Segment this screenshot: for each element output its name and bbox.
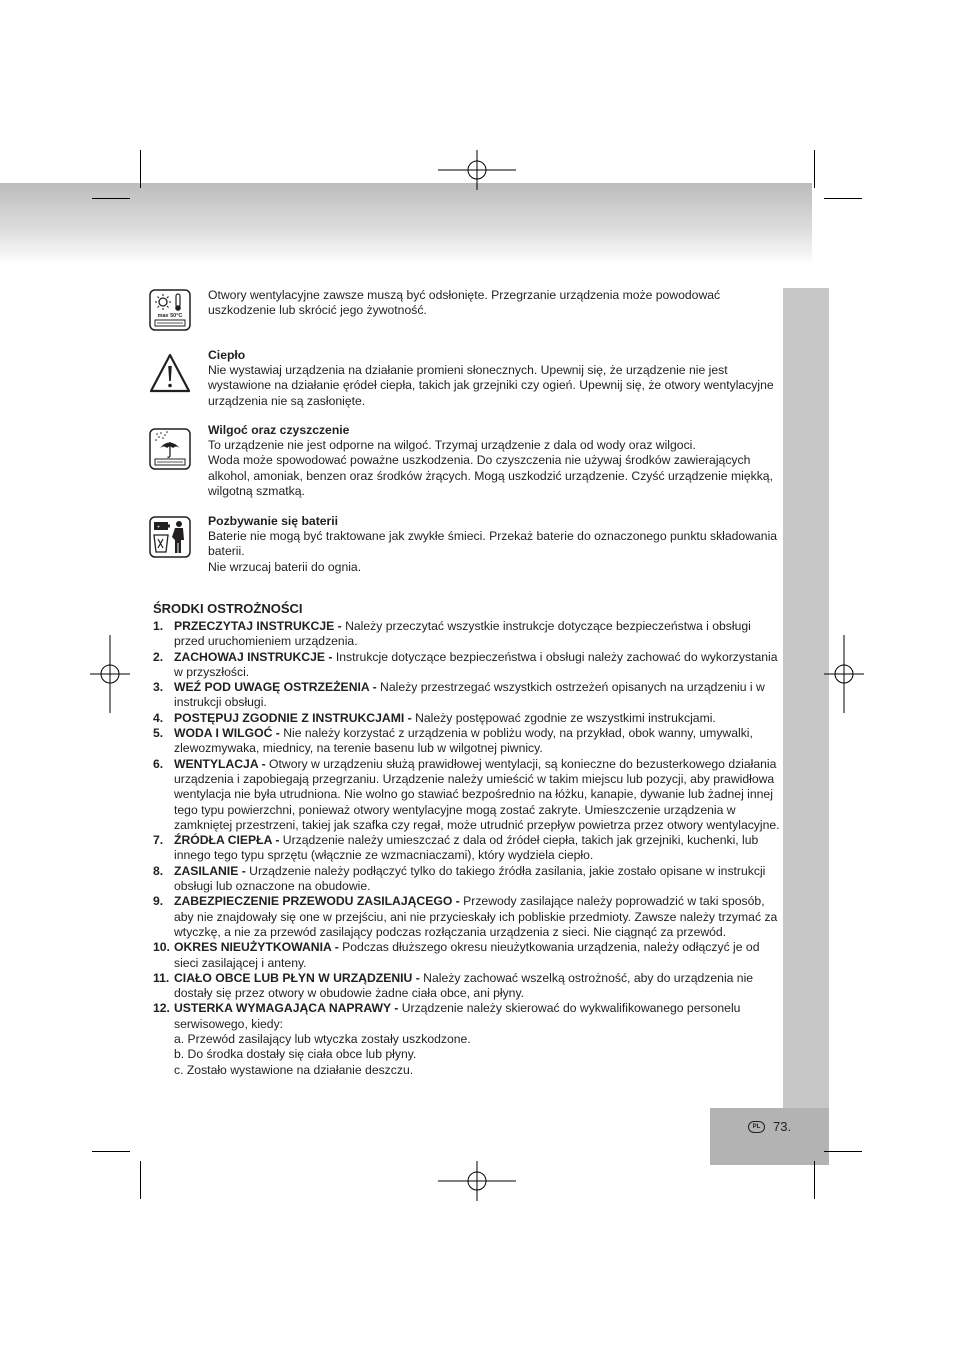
- list-item: 4. POSTĘPUJ ZGODNIE Z INSTRUKCJAMI - Należy postępować zgodnie ze wszystkimi instrukcjami.: [153, 710, 716, 725]
- list-item: 12. USTERKA WYMAGAJĄCA NAPRAWY - Urządzenie należy skierować do wykwalifikowanego personelu serwisowego, kiedy: a. Przewód zasilający lub wtyczka zostały uszkodzone. b. Do środka dostały się ciała obce lub płyny. c. Zostało wystawione na działanie deszczu.: [153, 1001, 780, 1077]
- registration-mark-left: [90, 635, 130, 713]
- registration-mark-right: [824, 635, 864, 713]
- page-number: 73.: [773, 1119, 792, 1134]
- sub-item: c. Zostało wystawione na działanie deszczu.: [174, 1062, 414, 1077]
- warning-triangle-icon: [149, 353, 191, 393]
- crop-mark: [92, 1151, 130, 1152]
- moisture-umbrella-icon: [149, 428, 191, 470]
- notice-moisture: [208, 423, 778, 499]
- notice-ventilation: [208, 288, 778, 318]
- notice-text: Woda może spowodować poważne uszkodzenia. Do czyszczenia nie używaj środków zawierających alkohol, amoniak, benzen oraz środków żrących. Mogą uszkodzić urządzenie. Czyść urządzenie miękką, wilgotną szmatką.: [208, 453, 773, 498]
- crop-mark: [824, 1151, 862, 1152]
- svg-text:+: +: [157, 524, 160, 531]
- battery-disposal-icon: [149, 516, 191, 558]
- list-item: 11. CIAŁO OBCE LUB PŁYN W URZĄDZENIU - Należy zachować wszelką ostrożność, aby do urządzenia nie dostały się przez otwory w obudowie żadne ciała obce, ani płyny.: [153, 970, 754, 1001]
- notice-text: Baterie nie mogą być traktowane jak zwykłe śmieci. Przekaż baterie do oznaczonego punktu składowania baterii.: [208, 529, 778, 559]
- notice-title: Pozbywanie się baterii: [208, 514, 339, 528]
- header-gradient-band: [0, 183, 812, 265]
- ventilation-icon-label: max 50°C: [157, 313, 183, 319]
- notice-heat: [208, 348, 778, 409]
- page-number-box: [710, 1108, 829, 1165]
- notice-title: Wilgoć oraz czyszczenie: [208, 423, 350, 437]
- crop-mark: [140, 1161, 141, 1199]
- crop-mark: [140, 150, 141, 188]
- notice-title: Ciepło: [208, 348, 246, 362]
- registration-mark-top: [438, 150, 516, 190]
- list-item: 9. ZABEZPIECZENIE PRZEWODU ZASILAJĄCEGO - Przewody zasilające należy poprowadzić w taki sposób, aby nie znajdowały się one w przejściu, ani nie przycieskały ich pobliskie przedmioty. Zawsze należy trzymać za wtyczkę, a nie za przewód zasilający podczas rozłączania urządzenia z sieci. Nie ciągnąć za przewód.: [153, 894, 778, 939]
- page-footer: [748, 1119, 791, 1134]
- crop-mark: [824, 198, 862, 199]
- notice-text: Nie wrzucaj baterii do ognia.: [208, 559, 362, 574]
- ventilation-max-50c-icon: [149, 289, 191, 331]
- crop-mark: [92, 198, 130, 199]
- sub-item: a. Przewód zasilający lub wtyczka zostały uszkodzone.: [174, 1032, 471, 1047]
- section-title: ŚRODKI OSTROŻNOŚCI: [153, 601, 303, 616]
- crop-mark: [814, 150, 815, 188]
- list-item: 7. ŹRÓDŁA CIEPŁA - Urządzenie należy umieszczać z dala od źródeł ciepła, takich jak grzejniki, kuchenki, lub innego tego typu sprzętu (włącznie ze wzmacniaczami), który wydziela ciepło.: [153, 833, 759, 863]
- list-item: 3. WEŹ POD UWAGĘ OSTRZEŻENIA - Należy przestrzegać wszystkich ostrzeżeń opisanych na urządzeniu i w instrukcji obsługi.: [153, 680, 765, 710]
- sub-item: b. Do środka dostały się ciała obce lub płyny.: [174, 1047, 417, 1062]
- notice-text: Nie wystawiaj urządzenia na działanie promieni słonecznych. Upewnij się, że urządzenie nie jest wystawione na działanie ęródeł ciepła, takich jak grzejniki czy ogień. Upewnij się, że otwory wentylacyjne urządzenia nie są zasłonięte.: [208, 363, 774, 408]
- list-item: 1. PRZECZYTAJ INSTRUKCJE - Należy przeczytać wszystkie instrukcje dotyczące bezpieczeństwa i obsługi przed uruchomieniem urządzenia.: [153, 619, 751, 649]
- notice-text: To urządzenie nie jest odporne na wilgoć. Trzymaj urządzenie z dala od wody oraz wilgoci.: [208, 438, 696, 453]
- crop-mark: [814, 1161, 815, 1199]
- safety-rules-list: [153, 619, 780, 1078]
- language-badge: PL: [748, 1121, 765, 1133]
- list-item: 8. ZASILANIE - Urządzenie należy podłączyć tylko do takiego źródła zasilania, jakie zostało opisane w instrukcji obsługi lub oznaczone na obudowie.: [153, 863, 766, 894]
- list-item: 10. OKRES NIEUŻYTKOWANIA - Podczas dłuższego okresu nieużytkowania urządzenia, należy odłączyć je od sieci zasilającej i anteny.: [153, 940, 760, 970]
- registration-mark-bottom: [438, 1161, 516, 1201]
- list-item: 2. ZACHOWAJ INSTRUKCJE - Instrukcje dotyczące bezpieczeństwa i obsługi należy zachować do wykorzystania w przyszłości.: [153, 649, 778, 679]
- side-gray-strip: [783, 288, 829, 1110]
- notice-battery: [208, 514, 778, 575]
- list-item: 6. WENTYLACJA - Otwory w urządzeniu służą prawidłowej wentylacji, są konieczne do bezusterkowego działania urządzenia i zapobiegają przegrzaniu. Urządzenie należy umieścić w takim miejscu lub pozycji, aby prawidłowa wentylacja nie była utrudniona. Nie wolno go stawiać bezpośrednio na łóżku, kanapie, dywanie lub żadnej innej tego typu powierzchni, ponieważ otwory wentylacyjne mogą zostać zakryte. Umieszczenie urządzenia w zamkniętej przestrzeni, takiej jak szafka czy regał, może utrudnić przepływ powietrza przez otwory wentylacyjne.: [153, 756, 780, 832]
- list-item: 5. WODA I WILGOĆ - Nie należy korzystać z urządzenia w pobliżu wody, na przykład, obok wanny, umywalki, zlewozmywaka, miednicy, na terenie basenu lub w wilgotnej piwnicy.: [153, 726, 753, 756]
- notice-text: Otwory wentylacyjne zawsze muszą być odsłonięte. Przegrzanie urządzenia może powodować uszkodzenie lub skrócić jego żywotność.: [208, 288, 721, 318]
